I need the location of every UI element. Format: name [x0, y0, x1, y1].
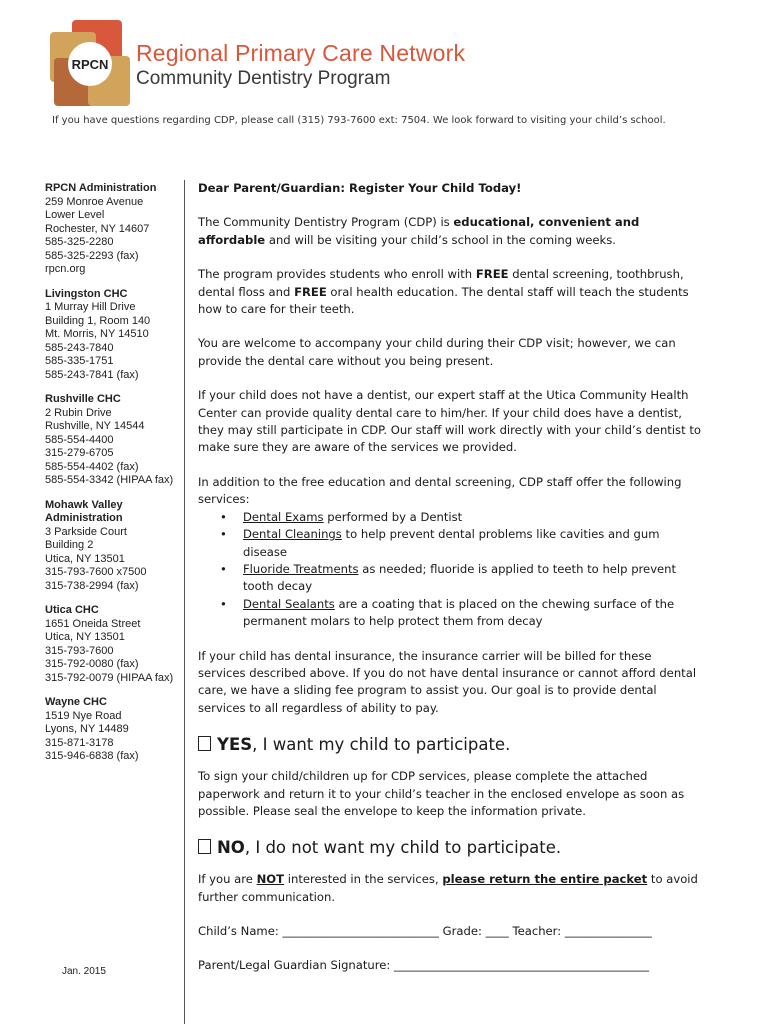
- service-description: are a coating that is placed on the chewing surface of the permanent molars to help protect them from decay: [243, 596, 675, 629]
- bullet-icon: •: [220, 527, 227, 542]
- paragraph-accompany: You are welcome to accompany your child during their CDP visit; however, we can provide the dental care without you being present.: [198, 336, 676, 368]
- office-line: 315-792-0080 (fax): [45, 658, 139, 670]
- office-block: [45, 499, 185, 594]
- office-block: [45, 182, 185, 277]
- office-line: 315-792-0079 (HIPAA fax): [45, 671, 174, 684]
- emphasis-text: please return the entire packet: [442, 872, 648, 887]
- text-run: The program provides students who enroll with: [198, 267, 476, 282]
- brand-title: Regional Primary Care Network: [136, 40, 466, 66]
- teacher-field[interactable]: _______________: [564, 924, 652, 939]
- emphasis-text: FREE: [294, 284, 327, 299]
- office-line: Lyons, NY 14489: [45, 723, 129, 735]
- office-line: Building 1, Room 140: [45, 314, 151, 327]
- office-line: Utica, NY 13501: [45, 631, 125, 643]
- grade-field[interactable]: ____: [485, 924, 509, 939]
- office-line: Lower Level: [45, 209, 105, 221]
- office-line: 585-335-1751: [45, 355, 114, 367]
- service-description: performed by a Dentist: [323, 509, 463, 524]
- office-line: 585-243-7840: [45, 341, 114, 354]
- office-name: Rushville CHC: [45, 393, 121, 405]
- letter-body: [198, 180, 702, 990]
- office-line: 585-554-4402 (fax): [45, 460, 139, 473]
- contact-line: If you have questions regarding CDP, please call (315) 793-7600 ext: 7504. We look forward to visiting your child’s school.: [52, 115, 666, 126]
- office-name: Utica CHC: [45, 604, 99, 616]
- checkbox-icon[interactable]: [198, 839, 211, 854]
- paragraph-no-instructions: [198, 871, 702, 906]
- office-line: 1651 Oneida Street: [45, 617, 141, 630]
- text-run: to avoid further communication.: [198, 872, 698, 904]
- office-block: [45, 393, 185, 488]
- document-date: Jan. 2015: [62, 966, 106, 977]
- no-label: NO: [217, 838, 245, 858]
- office-line: 315-738-2994 (fax): [45, 579, 139, 592]
- bullet-icon: •: [220, 561, 227, 576]
- service-item: [198, 509, 702, 526]
- paragraph-program: [198, 266, 702, 318]
- emphasis-text: NOT: [256, 872, 285, 887]
- office-line: Mt. Morris, NY 14510: [45, 328, 149, 340]
- child-name-field[interactable]: ___________________________: [282, 924, 439, 939]
- office-block: [45, 288, 185, 383]
- service-name: Dental Cleanings: [243, 527, 342, 542]
- emphasis-text: educational, convenient and affordable: [198, 215, 640, 247]
- office-line: 585-554-3342 (HIPAA fax): [45, 474, 174, 486]
- office-line: 585-243-7841 (fax): [45, 368, 139, 381]
- paragraph-dentist: If your child does not have a dentist, our expert staff at the Utica Community Health Center can provide quality dental care to him/her. If your child does have a dentist, they may still participate in CDP. Our staff will work directly with your child’s dentist to make sure they are aware of the services we provided.: [198, 388, 701, 455]
- letter-greeting: Dear Parent/Guardian: Register Your Child Today!: [198, 181, 522, 195]
- office-name: Livingston CHC: [45, 287, 128, 300]
- services-list: [198, 509, 702, 631]
- brand-subtitle: Community Dentistry Program: [136, 68, 391, 89]
- child-info-row: [198, 923, 702, 940]
- signature-label: Parent/Legal Guardian Signature:: [198, 957, 395, 972]
- service-item: [198, 526, 702, 561]
- office-line: 315-871-3178: [45, 736, 114, 749]
- emphasis-text: FREE: [475, 267, 509, 282]
- office-sidebar: [45, 182, 185, 775]
- grade-label: Grade:: [438, 924, 486, 939]
- office-name: RPCN Administration: [45, 182, 157, 194]
- office-block: [45, 604, 185, 685]
- office-line: 315-279-6705: [45, 447, 114, 459]
- paragraph-services-intro: In addition to the free education and dental screening, CDP staff offer the following services:: [198, 474, 682, 507]
- office-name: Mohawk Valley Administration: [45, 498, 123, 524]
- bullet-icon: •: [220, 596, 227, 611]
- text-run: and will be visiting your child’s school in the coming weeks.: [265, 232, 616, 247]
- service-name: Dental Sealants: [243, 596, 335, 611]
- paragraph-yes-instructions: To sign your child/children up for CDP services, please complete the attached paperwork and return it to your child’s teacher in the enclosed envelope as soon as possible. Please seal the envelope to keep the information private.: [198, 769, 685, 818]
- yes-label: YES: [217, 735, 253, 755]
- paragraph-insurance: If your child has dental insurance, the insurance carrier will be billed for these services described above. If you do not have dental insurance or cannot afford dental care, we have a sliding fee program to assist you. Our goal is to provide dental services to all regardless of ability to pay.: [198, 648, 697, 715]
- signature-row: [198, 957, 702, 974]
- office-line: 315-793-7600 x7500: [45, 566, 147, 578]
- logo-text: RPCN: [71, 57, 109, 72]
- office-line: 315-793-7600: [45, 644, 114, 657]
- text-run: If you are: [198, 872, 257, 887]
- service-description: to help prevent dental problems like cavities and gum disease: [243, 527, 660, 559]
- no-option[interactable]: [198, 837, 702, 859]
- office-line: Building 2: [45, 539, 94, 551]
- service-description: as needed; fluoride is applied to teeth to help prevent tooth decay: [243, 561, 677, 594]
- service-name: Fluoride Treatments: [243, 561, 359, 576]
- text-run: oral health education. The dental staff will teach the students how to care for their teeth.: [198, 284, 689, 317]
- yes-option[interactable]: [198, 734, 702, 756]
- checkbox-icon[interactable]: [198, 736, 211, 751]
- office-line: 2 Rubin Drive: [45, 406, 112, 419]
- text-run: interested in the services,: [284, 872, 443, 887]
- paragraph-intro: [198, 214, 702, 249]
- service-item: [198, 596, 702, 631]
- bullet-icon: •: [220, 509, 227, 524]
- child-name-label: Child’s Name:: [198, 924, 283, 939]
- office-line: Rushville, NY 14544: [45, 420, 145, 432]
- text-run: dental screening, toothbrush, dental floss and: [198, 267, 684, 299]
- vertical-divider: [184, 180, 185, 1024]
- office-line: 585-554-4400: [45, 433, 114, 446]
- office-line: 1 Murray Hill Drive: [45, 301, 136, 313]
- signature-field[interactable]: ____________________________________________: [394, 957, 650, 972]
- rpcn-logo: [46, 18, 138, 110]
- teacher-label: Teacher:: [508, 924, 565, 939]
- office-line: 3 Parkside Court: [45, 525, 127, 538]
- office-line: 585-325-2280: [45, 236, 114, 248]
- office-name: Wayne CHC: [45, 696, 107, 708]
- office-block: [45, 696, 185, 764]
- service-item: [198, 561, 702, 596]
- office-line: 585-325-2293 (fax): [45, 249, 139, 262]
- office-line: 1519 Nye Road: [45, 709, 122, 722]
- office-line: rpcn.org: [45, 263, 86, 275]
- service-name: Dental Exams: [243, 509, 324, 524]
- office-line: 315-946-6838 (fax): [45, 750, 139, 762]
- yes-text: , I want my child to participate.: [252, 735, 511, 755]
- office-line: Rochester, NY 14607: [45, 222, 150, 235]
- office-line: 259 Monroe Avenue: [45, 195, 144, 208]
- office-line: Utica, NY 13501: [45, 552, 125, 565]
- no-text: , I do not want my child to participate.: [244, 838, 562, 858]
- text-run: The Community Dentistry Program (CDP) is: [198, 215, 454, 230]
